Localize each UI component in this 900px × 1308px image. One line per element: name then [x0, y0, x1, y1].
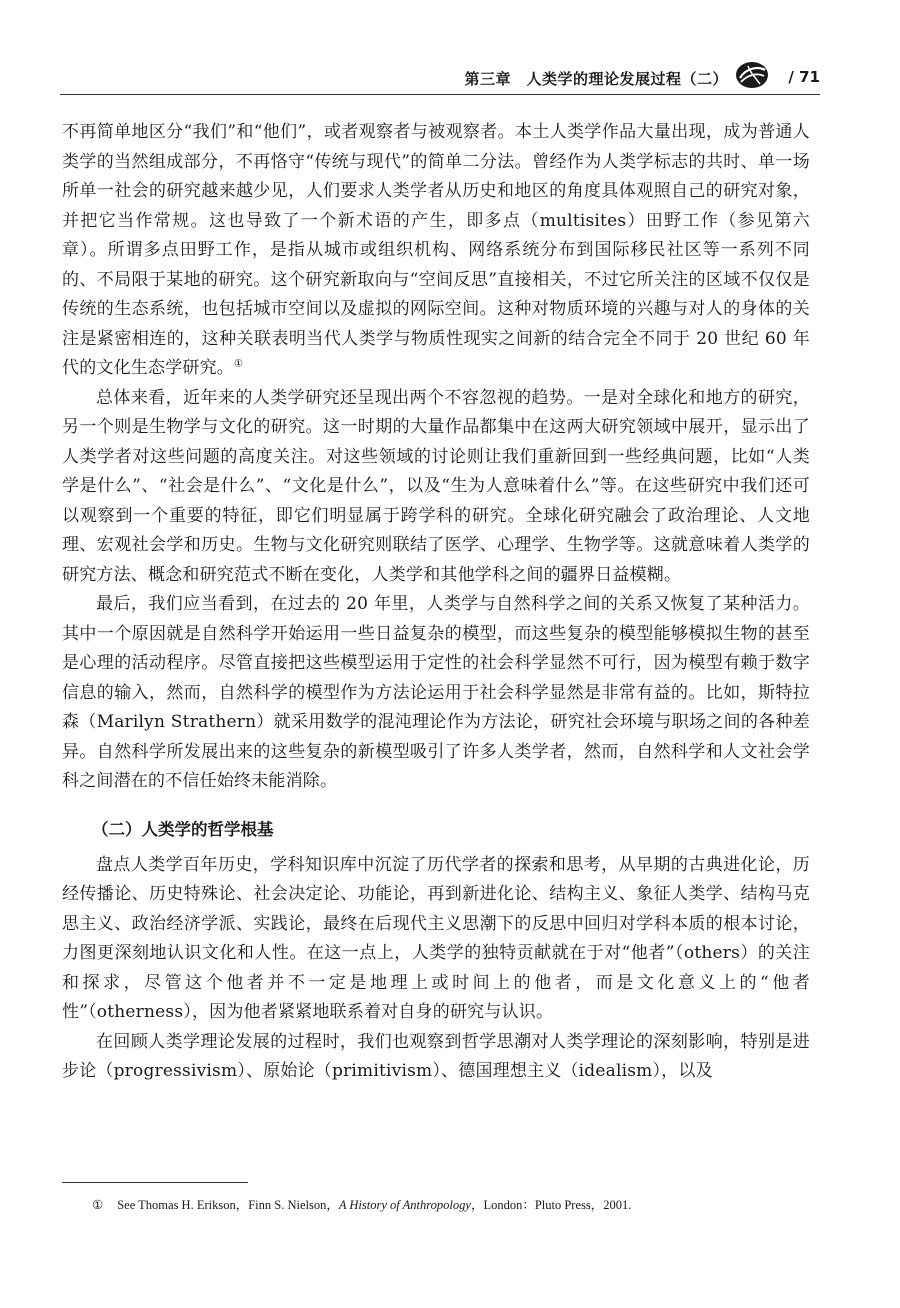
footnote-reference[interactable]: ①: [234, 358, 244, 370]
footnote-book-title: A History of Anthropology: [338, 1198, 471, 1212]
footnote-text-before: See Thomas H. Erikson，Finn S. Nielson，: [117, 1198, 339, 1212]
paragraph-3: 最后，我们应当看到，在过去的 20 年里，人类学与自然科学之间的关系又恢复了某种活力。其中一个原因就是自然科学开始运用一些日益复杂的模型，而这些复杂的模型能够模拟生物的甚至是心理的活动程序。尽管直接把这些模型运用于定性的社会科学显然不可行，因为模型有赖于数字信息的输入，然而，自然科学的模型作为方法论运用于社会科学显然是非常有益的。比如，斯特拉森（Marilyn Strathern）就采用数学的混沌理论作为方法论，研究社会环境与职场之间的各种差异。自然科学所发展出来的这些复杂的新模型吸引了许多人类学者，然而，自然科学和人文社会学科之间潜在的不信任始终未能消除。: [62, 594, 810, 791]
footnote-rule: [62, 1182, 248, 1183]
chapter-title: 第三章 人类学的理论发展过程（二）: [464, 70, 728, 88]
page-number: / 71: [788, 68, 820, 86]
section-paragraph-1: 盘点人类学百年历史，学科知识库中沉淀了历代学者的探索和思考，从早期的古典进化论，历经传播论、历史特殊论、社会决定论、功能论，再到新进化论、结构主义、象征人类学、结构马克思主义、政治经济学派、实践论，最终在后现代主义思潮下的反思中回归对学科本质的根本讨论，力图更深刻地认识文化和人性。在这一点上，人类学的独特贡献就在于对“他者”（others）的关注和探求，尽管这个他者并不一定是地理上或时间上的他者，而是文化意义上的“他者性”（otherness），因为他者紧紧地联系着对自身的研究与认识。: [62, 854, 810, 1022]
running-header: [60, 60, 820, 100]
footnote-mark: ①: [92, 1198, 104, 1212]
section-heading: （二）人类学的哲学根基: [92, 819, 274, 839]
main-text: [62, 118, 810, 1087]
paragraph-1-text: 不再简单地区分“我们”和“他们”，或者观察者与被观察者。本土人类学作品大量出现，成为普通人类学的当然组成部分，不再恪守“传统与现代”的简单二分法。曾经作为人类学标志的共时、单一场所单一社会的研究越来越少见，人们要求人类学者从历史和地区的角度具体观照自己的研究对象，并把它当作常规。这也导致了一个新术语的产生，即多点（multisites）田野工作（参见第六章）。所谓多点田野工作，是指从城市或组织机构、网络系统分布到国际移民社区等一系列不同的、不局限于某地的研究。这个研究新取向与“空间反思”直接相关，不过它所关注的区域不仅仅是传统的生态系统，也包括城市空间以及虚拟的网际空间。这种对物质环境的兴趣与对人的身体的关注是紧密相连的，这种关联表明当代人类学与物质性现实之间新的结合完全不同于 20 世纪 60 年代的文化生态学研究。: [62, 122, 810, 378]
paragraph-1: [62, 118, 810, 384]
leaf-emblem-icon: [734, 60, 770, 90]
footnote: [92, 1196, 812, 1214]
footnote-text-after: ，London：Pluto Press，2001.: [470, 1198, 632, 1212]
section-paragraph-2: 在回顾人类学理论发展的过程时，我们也观察到哲学思潮对人类学理论的深刻影响，特别是进步论（progressivism）、原始论（primitivism）、德国理想主义（idealism），以及: [62, 1031, 810, 1081]
header-rule: [60, 94, 820, 95]
paragraph-2: 总体来看，近年来的人类学研究还呈现出两个不容忽视的趋势。一是对全球化和地方的研究，另一个则是生物学与文化的研究。这一时期的大量作品都集中在这两大研究领域中展开，显示出了人类学者对这些问题的高度关注。对这些领域的讨论则让我们重新回到一些经典问题，比如“人类学是什么”、“社会是什么”、“文化是什么”，以及“生为人意味着什么”等。在这些研究中我们还可以观察到一个重要的特征，即它们明显属于跨学科的研究。全球化研究融会了政治理论、人文地理、宏观社会学和历史。生物与文化研究则联结了医学、心理学、生物学等。这就意味着人类学的研究方法、概念和研究范式不断在变化，人类学和其他学科之间的疆界日益模糊。: [62, 387, 810, 585]
